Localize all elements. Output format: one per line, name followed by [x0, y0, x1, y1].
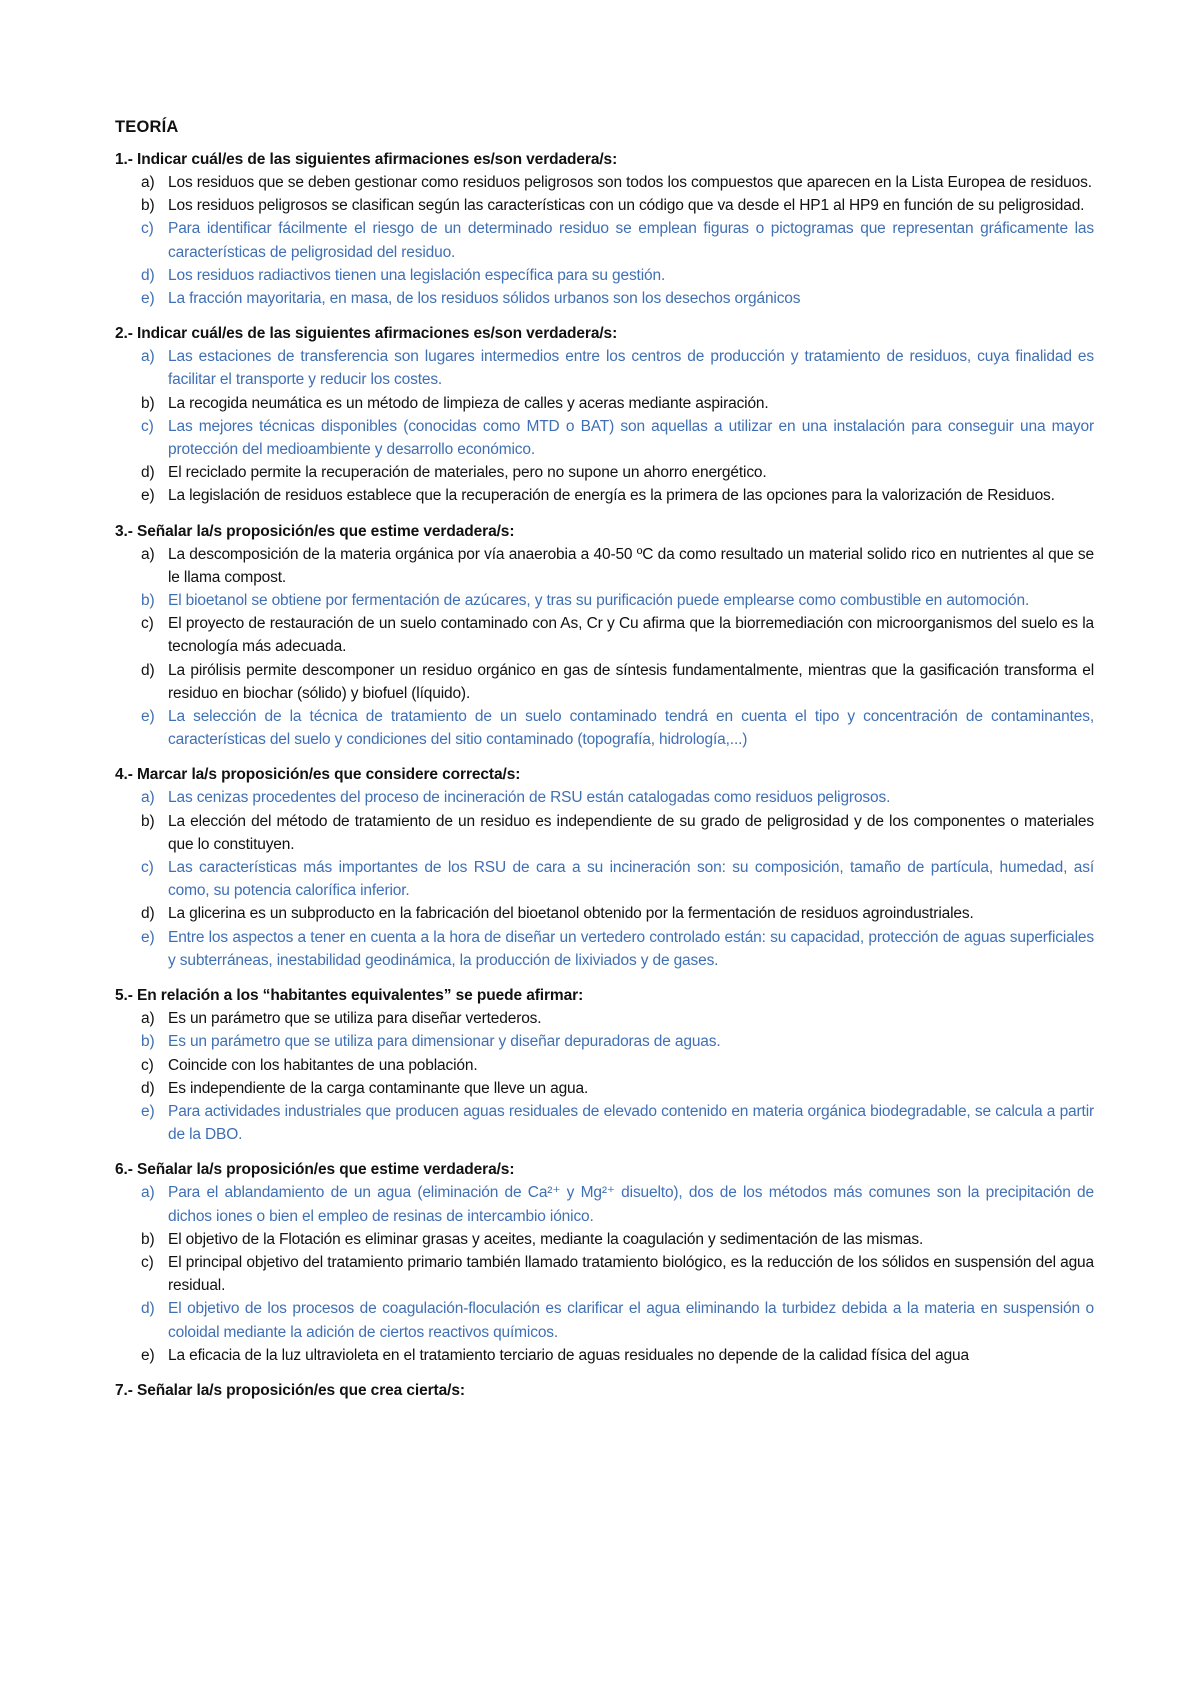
option-letter: d) — [141, 905, 155, 923]
option-item — [115, 612, 1094, 658]
option-text: Para actividades industriales que producen aguas residuales de elevado contenido en materia orgánica biodegradable, se calcula a partir de la DBO. — [168, 1102, 1094, 1144]
option-letter: d) — [141, 661, 155, 679]
option-item — [115, 171, 1094, 194]
option-text: La recogida neumática es un método de limpieza de calles y aceras mediante aspiración. — [168, 394, 769, 412]
option-item — [115, 1077, 1094, 1100]
option-item — [115, 902, 1094, 925]
question-5 — [115, 984, 1094, 1146]
question-heading: 3.- Señalar la/s proposición/es que estime verdadera/s: — [115, 522, 515, 540]
option-item-correct — [115, 926, 1094, 972]
option-item-correct — [115, 589, 1094, 612]
option-text: La elección del método de tratamiento de un residuo es independiente de su grado de peligrosidad y de los componentes o materiales que lo constituyen. — [168, 812, 1094, 853]
option-text: Los residuos peligrosos se clasifican según las características con un código que va desde el HP1 al HP9 en función de su peligrosidad. — [168, 197, 1085, 215]
option-list — [115, 1007, 1094, 1146]
option-letter: a) — [141, 789, 155, 807]
option-text: Las características más importantes de los RSU de cara a su incineración son: su composición, tamaño de partícula, humedad, así como, su potencia calorífica inferior. — [168, 859, 1094, 900]
option-letter: d) — [141, 1079, 155, 1097]
option-list — [115, 1181, 1094, 1367]
option-letter: d) — [141, 464, 155, 482]
question-heading: 2.- Indicar cuál/es de las siguientes afirmaciones es/son verdadera/s: — [115, 325, 618, 343]
question-list — [115, 148, 1094, 1402]
option-item — [115, 461, 1094, 484]
option-letter: d) — [141, 266, 155, 284]
option-item — [115, 484, 1094, 507]
option-item-correct — [115, 705, 1094, 751]
option-text: El objetivo de los procesos de coagulación-floculación es clarificar el agua eliminando la turbidez debida a la materia en suspensión o coloidal mediante la adición de ciertos reactivos químicos. — [168, 1300, 1094, 1341]
question-1 — [115, 148, 1094, 310]
option-letter: a) — [141, 1010, 155, 1028]
option-list — [115, 345, 1094, 507]
question-heading: 7.- Señalar la/s proposición/es que crea cierta/s: — [115, 1381, 465, 1399]
option-letter: a) — [141, 545, 155, 563]
option-text: La legislación de residuos establece que la recuperación de energía es la primera de las opciones para la valorización de Residuos. — [168, 487, 1055, 505]
option-letter: b) — [141, 394, 155, 412]
option-letter: b) — [141, 197, 155, 215]
option-item — [115, 194, 1094, 217]
option-text: La fracción mayoritaria, en masa, de los residuos sólidos urbanos son los desechos orgánicos — [168, 290, 801, 308]
question-2 — [115, 322, 1094, 507]
option-item — [115, 392, 1094, 415]
option-item-correct — [115, 415, 1094, 461]
option-text: Las mejores técnicas disponibles (conocidas como MTD o BAT) son aquellas a utilizar en una instalación para conseguir una mayor protección del medioambiente y desarrollo económico. — [168, 417, 1094, 459]
option-letter: a) — [141, 174, 155, 191]
option-text: La selección de la técnica de tratamiento de un suelo contaminado tendrá en cuenta el tipo y concentración de contaminantes, características del suelo y condiciones del sitio contaminado (topografía, hidrología,...) — [168, 708, 1094, 749]
option-text: Es un parámetro que se utiliza para diseñar vertederos. — [168, 1010, 542, 1028]
option-item — [115, 1228, 1094, 1251]
option-letter: a) — [141, 348, 155, 366]
document-title: TEORÍA — [115, 118, 179, 136]
option-text: El proyecto de restauración de un suelo contaminado con As, Cr y Cu afirma que la biorremediación con microorganismos del suelo es la tecnología más adecuada. — [168, 615, 1094, 656]
option-letter: d) — [141, 1300, 155, 1318]
option-item-correct — [115, 264, 1094, 287]
option-letter: c) — [141, 859, 154, 877]
question-heading: 6.- Señalar la/s proposición/es que estime verdadera/s: — [115, 1161, 515, 1179]
option-letter: b) — [141, 592, 155, 610]
option-text: Para el ablandamiento de un agua (eliminación de Ca²⁺ y Mg²⁺ disuelto), dos de los métodos más comunes son la precipitación de dichos iones o bien el empleo de resinas de intercambio iónico. — [168, 1184, 1094, 1225]
question-6 — [115, 1158, 1094, 1367]
option-item-correct — [115, 1030, 1094, 1053]
option-item — [115, 1007, 1094, 1030]
option-letter: c) — [141, 1056, 154, 1074]
option-text: La pirólisis permite descomponer un residuo orgánico en gas de síntesis fundamentalmente, mientras que la gasificación transforma el residuo en biochar (sólido) y biofuel (líquido). — [168, 661, 1094, 702]
option-item — [115, 1054, 1094, 1077]
option-item — [115, 659, 1094, 705]
option-text: La eficacia de la luz ultravioleta en el tratamiento terciario de aguas residuales no depende de la calidad física del agua — [168, 1346, 969, 1364]
option-list — [115, 786, 1094, 972]
option-text: Los residuos radiactivos tienen una legislación específica para su gestión. — [168, 266, 666, 284]
option-letter: b) — [141, 1230, 155, 1248]
option-letter: a) — [141, 1184, 155, 1202]
option-text: El reciclado permite la recuperación de materiales, pero no supone un ahorro energético. — [168, 464, 767, 482]
option-text: El principal objetivo del tratamiento primario también llamado tratamiento biológico, es la reducción de los sólidos en suspensión del agua residual. — [168, 1253, 1094, 1295]
question-7 — [115, 1379, 1094, 1402]
question-heading: 1.- Indicar cuál/es de las siguientes afirmaciones es/son verdadera/s: — [115, 151, 618, 168]
option-letter: b) — [141, 812, 155, 830]
option-text: La descomposición de la materia orgánica por vía anaerobia a 40-50 ºC da como resultado un material solido rico en nutrientes al que se le llama compost. — [168, 545, 1094, 586]
option-text: El objetivo de la Flotación es eliminar grasas y aceites, mediante la coagulación y sedimentación de las mismas. — [168, 1230, 924, 1248]
question-heading: 4.- Marcar la/s proposición/es que considere correcta/s: — [115, 766, 521, 784]
option-letter: e) — [141, 708, 155, 726]
option-letter: c) — [141, 220, 154, 238]
option-item-correct — [115, 1100, 1094, 1146]
option-letter: e) — [141, 487, 155, 505]
option-item-correct — [115, 345, 1094, 391]
option-item-correct — [115, 287, 1094, 310]
option-text: Entre los aspectos a tener en cuenta a la hora de diseñar un vertedero controlado están: su capacidad, protección de aguas superficiales y subterráneas, inestabilidad geodinámica, la producción de lixiviados y de gases. — [168, 928, 1094, 969]
option-list — [115, 171, 1094, 310]
option-letter: e) — [141, 1102, 155, 1120]
question-4 — [115, 763, 1094, 972]
option-letter: c) — [141, 417, 154, 435]
option-letter: c) — [141, 1253, 154, 1271]
option-letter: c) — [141, 615, 154, 633]
option-text: Coincide con los habitantes de una población. — [168, 1056, 478, 1074]
option-text: Las cenizas procedentes del proceso de incineración de RSU están catalogadas como residuos peligrosos. — [168, 789, 891, 807]
option-item-correct — [115, 856, 1094, 902]
question-heading: 5.- En relación a los “habitantes equivalentes” se puede afirmar: — [115, 987, 584, 1005]
option-item-correct — [115, 786, 1094, 809]
option-text: Es un parámetro que se utiliza para dimensionar y diseñar depuradoras de aguas. — [168, 1033, 721, 1051]
question-3 — [115, 520, 1094, 752]
option-list — [115, 543, 1094, 752]
option-item-correct — [115, 1181, 1094, 1227]
option-item-correct — [115, 217, 1094, 263]
option-text: Es independiente de la carga contaminante que lleve un agua. — [168, 1079, 589, 1097]
option-text: Para identificar fácilmente el riesgo de un determinado residuo se emplean figuras o pictogramas que representan gráficamente las características de peligrosidad del residuo. — [168, 220, 1094, 261]
option-item — [115, 543, 1094, 589]
option-letter: e) — [141, 1346, 155, 1364]
option-text: Las estaciones de transferencia son lugares intermedios entre los centros de producción y tratamiento de residuos, cuya finalidad es facilitar el transporte y reducir los costes. — [168, 348, 1094, 389]
option-item — [115, 810, 1094, 856]
option-text: Los residuos que se deben gestionar como residuos peligrosos son todos los compuestos que aparecen en la Lista Europea de residuos. — [168, 174, 1092, 191]
option-item-correct — [115, 1297, 1094, 1343]
option-letter: b) — [141, 1033, 155, 1051]
option-text: La glicerina es un subproducto en la fabricación del bioetanol obtenido por la fermentación de residuos agroindustriales. — [168, 905, 974, 923]
option-item — [115, 1251, 1094, 1297]
option-text: El bioetanol se obtiene por fermentación de azúcares, y tras su purificación puede emplearse como combustible en automoción. — [168, 592, 1030, 610]
option-item — [115, 1344, 1094, 1367]
option-letter: e) — [141, 928, 155, 946]
option-letter: e) — [141, 290, 155, 308]
